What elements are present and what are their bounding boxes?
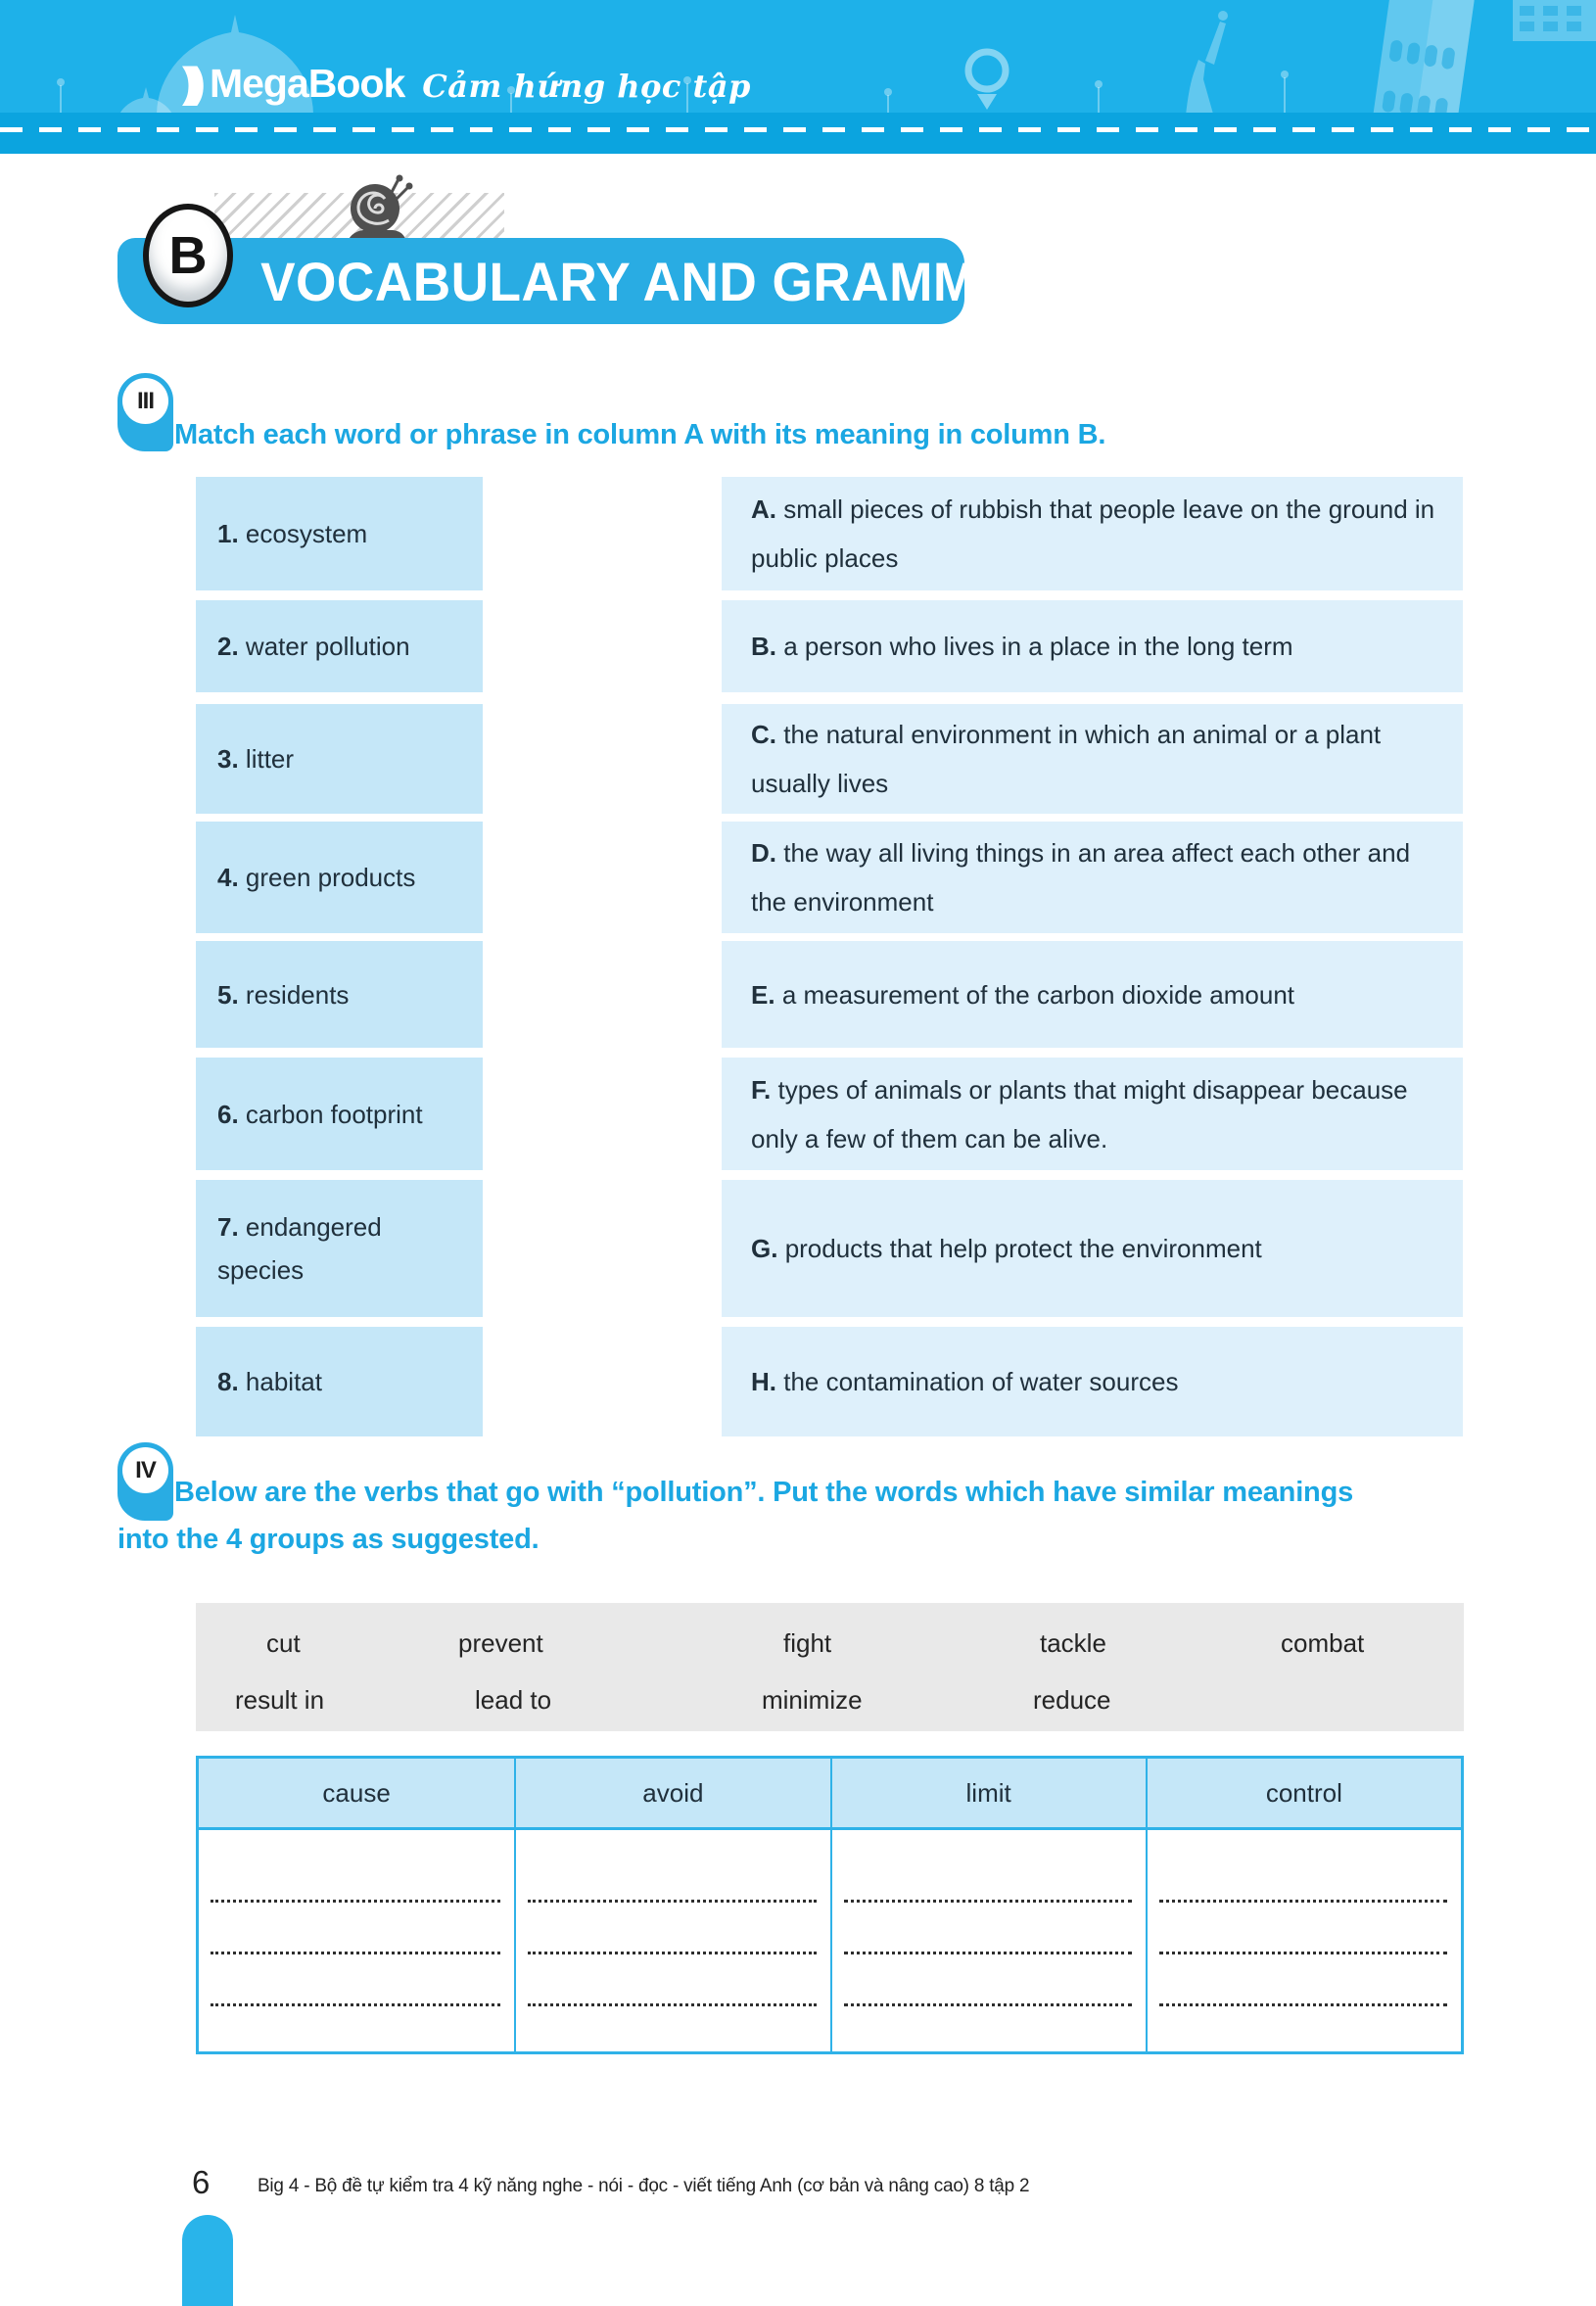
map-pin-icon — [968, 52, 1006, 89]
brand-mark-icon: ))) — [182, 59, 196, 107]
footer-book-title: Big 4 - Bộ đề tự kiểm tra 4 kỹ năng nghe - nói - đọc - viết tiếng Anh (cơ bản và nâng cao) 8 tập 2 — [258, 2175, 1030, 2196]
match-b-h[interactable]: H. the contamination of water sources — [722, 1327, 1463, 1436]
word-bank — [196, 1603, 1464, 1731]
match-b-a[interactable]: A. small pieces of rubbish that people leave on the ground in public places — [722, 477, 1463, 590]
exercise3-instruction: Match each word or phrase in column A with its meaning in column B. — [174, 419, 1106, 450]
exercise4-badge — [117, 1442, 173, 1521]
answer-blank-line[interactable] — [211, 2003, 500, 2006]
page-number: 6 — [192, 2164, 211, 2200]
match-a-5[interactable]: 5. residents — [196, 941, 483, 1048]
match-a-6[interactable]: 6. carbon footprint — [196, 1058, 483, 1170]
word-bank-item[interactable]: prevent — [458, 1628, 543, 1658]
match-a-8[interactable]: 8. habitat — [196, 1327, 483, 1436]
table-answer-cell-limit — [830, 1830, 1146, 2051]
answer-blank-line[interactable] — [1159, 1900, 1447, 1903]
match-a-7[interactable]: 7. endangered species — [196, 1180, 483, 1317]
match-b-b[interactable]: B. a person who lives in a place in the long term — [722, 600, 1463, 692]
match-b-g[interactable]: G. products that help protect the environment — [722, 1180, 1463, 1317]
match-b-c[interactable]: C. the natural environment in which an animal or a plant usually lives — [722, 704, 1463, 814]
answer-blank-line[interactable] — [844, 1952, 1132, 1954]
answer-blank-line[interactable] — [844, 2003, 1132, 2006]
statue-torch-silhouette — [1218, 11, 1228, 21]
brand-tagline: Cảm hứng học tập — [422, 68, 751, 105]
exercise4-badge-circle — [122, 1447, 168, 1493]
word-bank-item[interactable]: lead to — [475, 1685, 552, 1715]
statue-arm-silhouette — [1205, 22, 1226, 65]
exercise3-number: III — [136, 387, 154, 414]
exercise4-number: IV — [135, 1456, 156, 1483]
table-header-avoid: avoid — [514, 1759, 829, 1830]
answer-blank-line[interactable] — [1159, 1952, 1447, 1954]
match-a-3[interactable]: 3. litter — [196, 704, 483, 814]
match-a-2[interactable]: 2. water pollution — [196, 600, 483, 692]
word-bank-item[interactable]: reduce — [1033, 1685, 1111, 1715]
match-a-4[interactable]: 4. green products — [196, 822, 483, 933]
footer-corner-tab — [182, 2215, 233, 2306]
header-lower-strip — [0, 113, 1596, 154]
table-header-limit: limit — [830, 1759, 1146, 1830]
word-bank-item[interactable]: tackle — [1040, 1628, 1106, 1658]
answer-blank-line[interactable] — [1159, 2003, 1447, 2006]
word-bank-item[interactable]: cut — [266, 1628, 301, 1658]
exercise4-instruction-line2: into the 4 groups as suggested. — [117, 1524, 540, 1555]
answer-blank-line[interactable] — [528, 1900, 816, 1903]
answer-blank-line[interactable] — [528, 2003, 816, 2006]
answer-blank-line[interactable] — [528, 1952, 816, 1954]
section-title: VOCABULARY AND GRAMMAR — [260, 250, 1054, 312]
section-banner — [117, 238, 1054, 324]
exercise4-instruction-line1: Below are the verbs that go with “pollution”. Put the words which have similar meanings — [174, 1477, 1354, 1508]
section-badge — [143, 204, 233, 307]
exercise3-badge-circle — [122, 378, 168, 424]
match-b-e[interactable]: E. a measurement of the carbon dioxide amount — [722, 941, 1463, 1048]
word-bank-item[interactable]: result in — [235, 1685, 325, 1715]
match-a-1[interactable]: 1. ecosystem — [196, 477, 483, 590]
table-answer-cell-cause — [199, 1830, 514, 2051]
word-bank-item[interactable]: fight — [783, 1628, 832, 1658]
table-header-control: control — [1146, 1759, 1461, 1830]
match-b-d[interactable]: D. the way all living things in an area affect each other and the environment — [722, 822, 1463, 933]
word-bank-item[interactable]: minimize — [762, 1685, 863, 1715]
answer-blank-line[interactable] — [844, 1900, 1132, 1903]
table-answer-cell-avoid — [514, 1830, 829, 2051]
answer-blank-line[interactable] — [211, 1952, 500, 1954]
map-pin-tail — [977, 94, 997, 110]
exercise3-badge — [117, 373, 173, 451]
brand-name: MegaBook — [209, 61, 405, 106]
word-bank-item[interactable]: combat — [1281, 1628, 1365, 1658]
section-badge-letter: B — [168, 226, 208, 285]
header-band — [0, 0, 1596, 154]
header-dashed-line — [0, 127, 1596, 132]
answer-blank-line[interactable] — [211, 1900, 500, 1903]
groups-table — [196, 1756, 1464, 2054]
snail-icon — [339, 170, 413, 249]
match-b-f[interactable]: F. types of animals or plants that might disappear because only a few of them can be alive. — [722, 1058, 1463, 1170]
brand-logo — [182, 59, 751, 108]
table-header-cause: cause — [199, 1759, 514, 1830]
table-answer-cell-control — [1146, 1830, 1461, 2051]
